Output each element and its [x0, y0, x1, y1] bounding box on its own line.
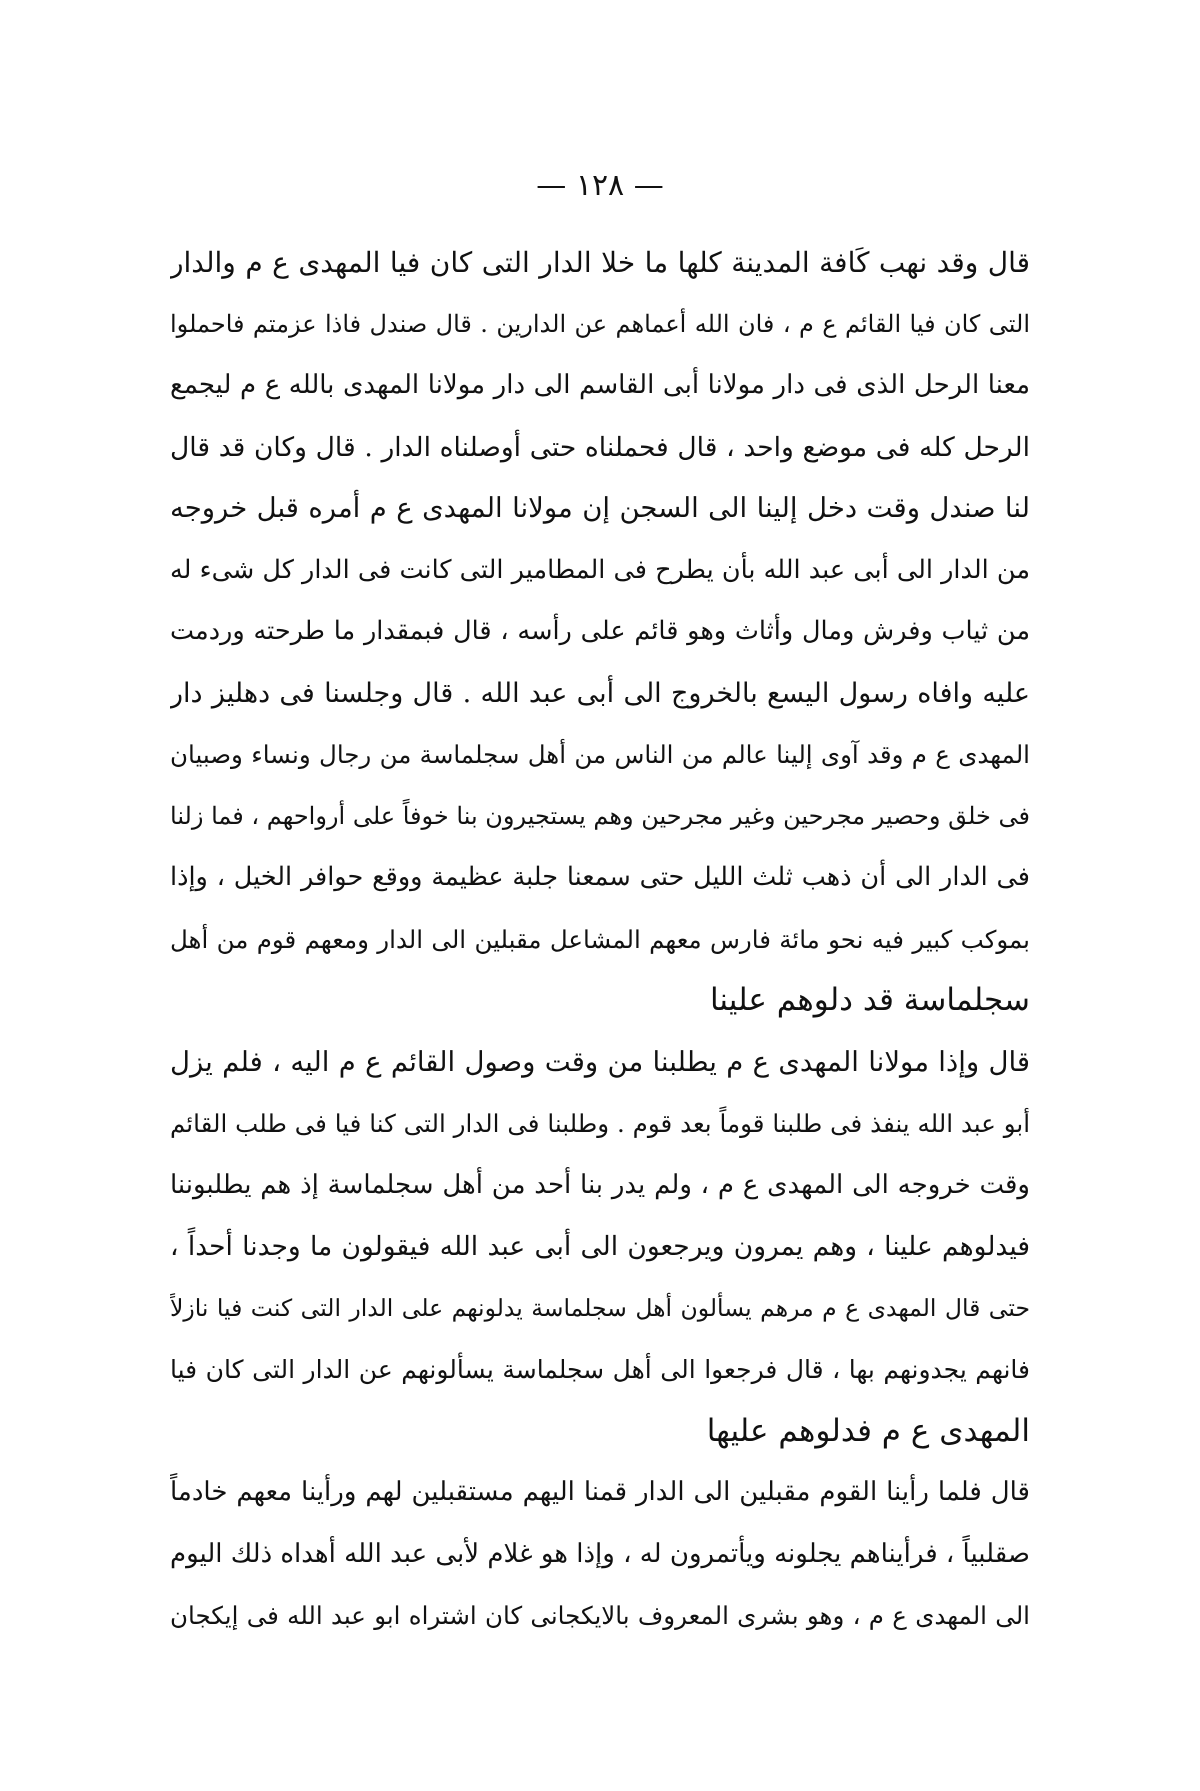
- text-line: من ثياب وفرش ومال وأثاث وهو قائم على رأسه ، قال فبمقدار ما طرحته وردمت: [170, 616, 1030, 646]
- text-line: لنا صندل وقت دخل إلينا الى السجن إن مولانا المهدى ع م أمره قبل خروجه: [170, 492, 1030, 524]
- text-line: قال وقد نهب كَافة المدينة كلها ما خلا الدار التى كان فيا المهدى ع م والدار: [170, 246, 1030, 279]
- text-line: من الدار الى أبى عبد الله بأن يطرح فى المطامير التى كانت فى الدار كل شىء له: [170, 554, 1030, 585]
- text-line: قال وإذا مولانا المهدى ع م يطلبنا من وقت وصول القائم ع م اليه ، فلم يزل: [170, 1045, 1030, 1078]
- text-line: المهدى ع م وقد آوى إلينا عالم من الناس من أهل سجلماسة من رجال ونساء وصبيان: [170, 740, 1030, 769]
- text-line: فى خلق وحصير مجرحين وغير مجرحين وهم يستجيرون بنا خوفاً على أرواحهم ، فما زلنا: [170, 801, 1030, 830]
- text-line: فيدلوهم علينا ، وهم يمرون ويرجعون الى أبى عبد الله فيقولون ما وجدنا أحداً ،: [170, 1231, 1030, 1262]
- text-line: صقلبياً ، فرأيناهم يجلونه ويأتمرون له ، وإذا هو غلام لأبى عبد الله أهداه ذلك اليوم: [170, 1538, 1030, 1569]
- paragraph-2: [170, 1032, 1030, 1463]
- text-line: وقت خروجه الى المهدى ع م ، ولم يدر بنا أحد من أهل سجلماسة إذ هم يطلبوننا: [170, 1169, 1030, 1200]
- text-line: الى المهدى ع م ، وهو بشرى المعروف بالايكجانى كان اشتراه ابو عبد الله فى إيكجان: [170, 1601, 1030, 1630]
- text-line: المهدى ع م فدلوهم عليها: [706, 1412, 1030, 1449]
- text-line: حتى قال المهدى ع م مرهم يسألون أهل سجلماسة يدلونهم على الدار التى كنت فيا نازلاً: [170, 1293, 1030, 1322]
- text-line: فانهم يجدونهم بها ، قال فرجعوا الى أهل سجلماسة يسألونهم عن الدار التى كان فيا: [170, 1355, 1030, 1384]
- page-number: — ١٢٨ —: [536, 168, 664, 203]
- paragraph-3: [170, 1462, 1030, 1647]
- text-line: سجلماسة قد دلوهم علينا: [709, 982, 1030, 1018]
- body-text: [170, 232, 1030, 1647]
- text-line: عليه وافاه رسول اليسع بالخروج الى أبى عبد الله . قال وجلسنا فى دهليز دار: [170, 677, 1030, 709]
- text-line: معنا الرحل الذى فى دار مولانا أبى القاسم الى دار مولانا المهدى بالله ع م ليجمع: [170, 370, 1030, 400]
- text-line: فى الدار الى أن ذهب ثلث الليل حتى سمعنا جلبة عظيمة ووقع حوافر الخيل ، وإذا: [170, 862, 1030, 892]
- text-line: الرحل كله فى موضع واحد ، قال فحملناه حتى أوصلناه الدار . قال وكان قد قال: [170, 431, 1030, 463]
- text-line: بموكب كبير فيه نحو مائة فارس معهم المشاعل مقبلين الى الدار ومعهم قوم من أهل: [170, 924, 1030, 954]
- paragraph-1: [170, 232, 1030, 1032]
- text-line: التى كان فيا القائم ع م ، فان الله أعماهم عن الدارين . قال صندل فاذا عزمتم فاحملوا: [170, 309, 1030, 338]
- text-line: أبو عبد الله ينفذ فى طلبنا قوماً بعد قوم . وطلبنا فى الدار التى كنا فيا فى طلب القائم: [170, 1109, 1030, 1138]
- text-line: قال فلما رأينا القوم مقبلين الى الدار قمنا اليهم مستقبلين لهم ورأينا معهم خادماً: [170, 1477, 1030, 1507]
